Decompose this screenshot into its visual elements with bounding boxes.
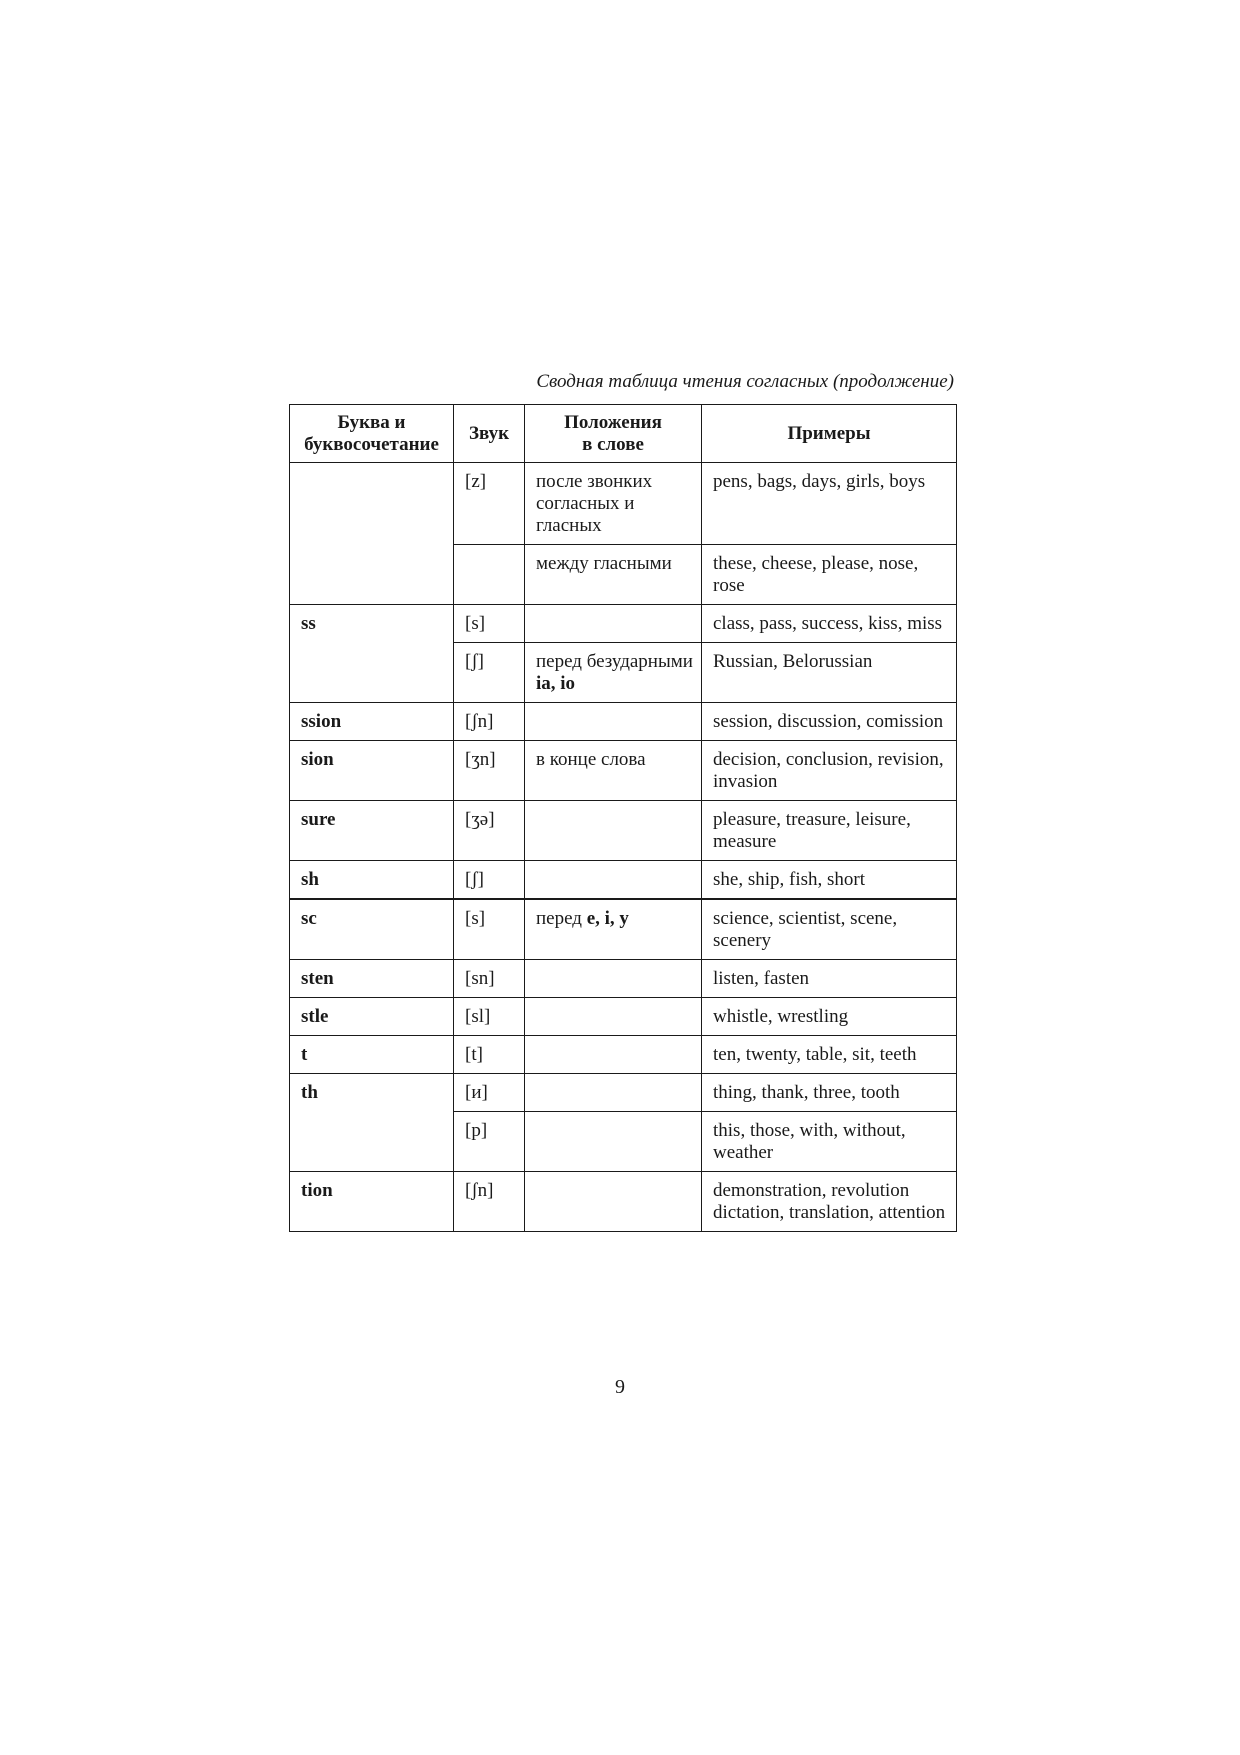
cell-examples: pens, bags, days, girls, boys xyxy=(702,463,957,545)
cell-letter xyxy=(290,463,454,605)
cell-letter: sh xyxy=(290,861,454,900)
cell-sound: [t] xyxy=(454,1036,525,1074)
table-row xyxy=(290,861,957,900)
header-letter-line2: буквосочетание xyxy=(304,434,439,455)
table-header-row xyxy=(290,405,957,463)
header-position-line2: в слове xyxy=(582,434,644,455)
cell-sound: [и] xyxy=(454,1074,525,1112)
cell-examples: class, pass, success, kiss, miss xyxy=(702,605,957,643)
cell-sound: [ʃ] xyxy=(454,643,525,703)
cell-examples: pleasure, treasure, leisure, measure xyxy=(702,801,957,861)
table-row xyxy=(290,741,957,801)
cell-sound: [ʃ] xyxy=(454,861,525,900)
position-text: перед безударными xyxy=(536,651,693,672)
cell-position xyxy=(525,643,702,703)
header-position xyxy=(525,405,702,463)
table-row xyxy=(290,463,957,545)
consonant-reading-table xyxy=(289,404,957,1232)
cell-letter: th xyxy=(290,1074,454,1172)
table-row xyxy=(290,1074,957,1112)
header-sound: Звук xyxy=(454,405,525,463)
cell-sound: [sl] xyxy=(454,998,525,1036)
cell-examples: Russian, Belorussian xyxy=(702,643,957,703)
table-row xyxy=(290,998,957,1036)
cell-sound: [s] xyxy=(454,899,525,960)
table-row xyxy=(290,605,957,643)
cell-position xyxy=(525,861,702,900)
cell-sound: [sn] xyxy=(454,960,525,998)
cell-examples: she, ship, fish, short xyxy=(702,861,957,900)
cell-letter: sure xyxy=(290,801,454,861)
table-caption: Сводная таблица чтения согласных (продолжение) xyxy=(536,371,954,392)
cell-position xyxy=(525,998,702,1036)
cell-sound: [z] xyxy=(454,463,525,545)
cell-letter: stle xyxy=(290,998,454,1036)
cell-sound xyxy=(454,545,525,605)
table-row xyxy=(290,960,957,998)
cell-position xyxy=(525,960,702,998)
cell-sound: [s] xyxy=(454,605,525,643)
table-row xyxy=(290,703,957,741)
cell-letter: ss xyxy=(290,605,454,703)
table-row xyxy=(290,899,957,960)
position-letters: e, i, y xyxy=(586,908,629,929)
cell-position xyxy=(525,1036,702,1074)
cell-letter: tion xyxy=(290,1172,454,1232)
cell-sound: [ʒə] xyxy=(454,801,525,861)
cell-examples: science, scientist, scene, scenery xyxy=(702,899,957,960)
cell-examples: listen, fasten xyxy=(702,960,957,998)
cell-letter: ssion xyxy=(290,703,454,741)
page-number: 9 xyxy=(615,1376,625,1398)
cell-sound: [ʒn] xyxy=(454,741,525,801)
cell-position xyxy=(525,703,702,741)
table-row xyxy=(290,1172,957,1232)
cell-examples: thing, thank, three, tooth xyxy=(702,1074,957,1112)
cell-sound: [ʃn] xyxy=(454,1172,525,1232)
cell-position xyxy=(525,1172,702,1232)
cell-sound: [ʃn] xyxy=(454,703,525,741)
cell-letter: sion xyxy=(290,741,454,801)
header-letter-line1: Буква и xyxy=(337,412,406,433)
cell-position xyxy=(525,605,702,643)
cell-position xyxy=(525,1074,702,1112)
position-text: перед xyxy=(536,908,587,929)
cell-examples: ten, twenty, table, sit, teeth xyxy=(702,1036,957,1074)
cell-examples: session, discussion, comission xyxy=(702,703,957,741)
header-letter xyxy=(290,405,454,463)
cell-examples: demonstration, revolution dictation, translation, attention xyxy=(702,1172,957,1232)
cell-position: между гласными xyxy=(525,545,702,605)
cell-examples: this, those, with, without, weather xyxy=(702,1112,957,1172)
cell-position: в конце слова xyxy=(525,741,702,801)
table-row xyxy=(290,801,957,861)
cell-sound: [р] xyxy=(454,1112,525,1172)
cell-position: после звонких согласных и гласных xyxy=(525,463,702,545)
cell-position xyxy=(525,801,702,861)
header-position-line1: Положения xyxy=(564,412,662,433)
cell-letter: sten xyxy=(290,960,454,998)
cell-letter: sc xyxy=(290,899,454,960)
position-letters: ia, io xyxy=(536,673,576,694)
header-examples: Примеры xyxy=(702,405,957,463)
cell-examples: decision, conclusion, revision, invasion xyxy=(702,741,957,801)
cell-position xyxy=(525,1112,702,1172)
cell-position xyxy=(525,899,702,960)
table-row xyxy=(290,1036,957,1074)
cell-examples: these, cheese, please, nose, rose xyxy=(702,545,957,605)
cell-letter: t xyxy=(290,1036,454,1074)
cell-examples: whistle, wrestling xyxy=(702,998,957,1036)
